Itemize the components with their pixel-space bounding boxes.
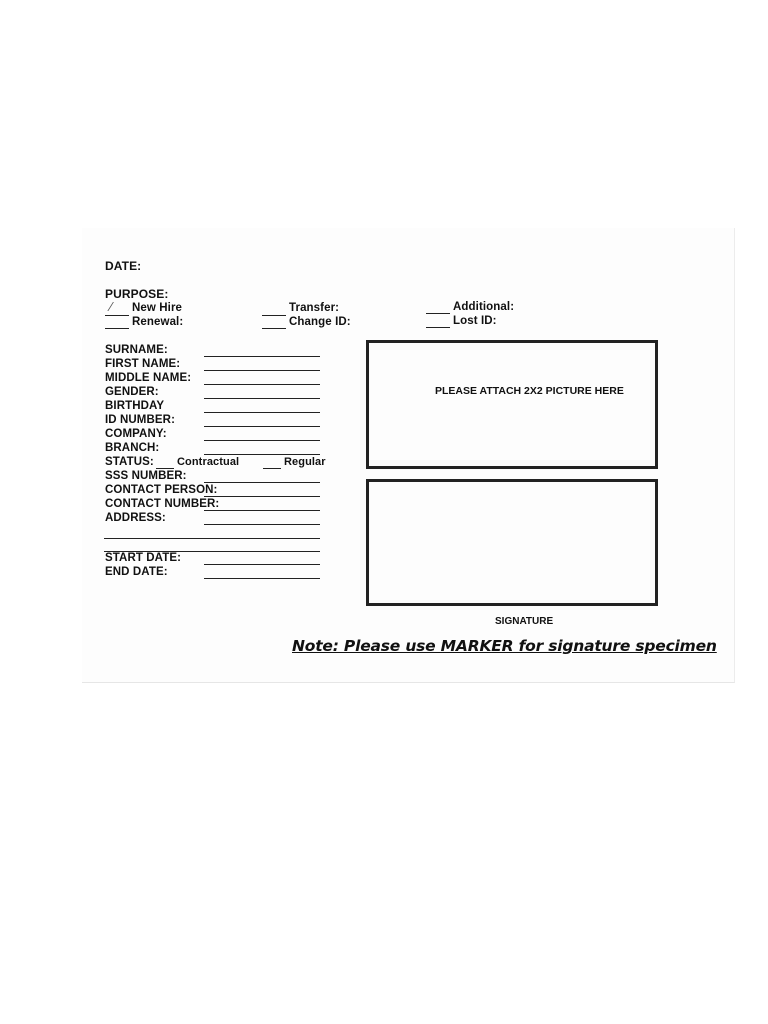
purpose-label: PURPOSE: — [105, 287, 169, 301]
birthday-label: BIRTHDAY — [105, 400, 165, 412]
additional-blank[interactable] — [426, 313, 450, 314]
surname-label: SURNAME: — [105, 344, 168, 356]
address-line-1[interactable] — [204, 524, 320, 525]
lost-id-label: Lost ID: — [453, 315, 497, 327]
renewal-blank[interactable] — [105, 328, 129, 329]
middle-name-line[interactable] — [204, 384, 320, 385]
contact-person-line[interactable] — [204, 496, 320, 497]
company-label: COMPANY: — [105, 428, 167, 440]
lost-id-blank[interactable] — [426, 327, 450, 328]
additional-label: Additional: — [453, 301, 515, 313]
contractual-blank[interactable] — [156, 468, 174, 469]
regular-label: Regular — [284, 456, 326, 468]
sss-number-label: SSS NUMBER: — [105, 470, 187, 482]
branch-line[interactable] — [204, 454, 320, 455]
start-date-label: START DATE: — [105, 552, 182, 564]
contact-number-label: CONTACT NUMBER: — [105, 498, 220, 510]
signature-label: SIGNATURE — [495, 616, 554, 627]
surname-line[interactable] — [204, 356, 320, 357]
address-line-2[interactable] — [104, 538, 320, 539]
check-mark-icon: ⁄ — [110, 299, 113, 314]
marker-note: Note: Please use MARKER for signature specimen — [292, 637, 717, 655]
first-name-label: FIRST NAME: — [105, 358, 181, 370]
branch-label: BRANCH: — [105, 442, 160, 454]
end-date-line[interactable] — [204, 578, 320, 579]
photo-box-text: PLEASE ATTACH 2X2 PICTURE HERE — [435, 385, 624, 397]
regular-blank[interactable] — [263, 468, 281, 469]
contact-person-label: CONTACT PERSON: — [105, 484, 218, 496]
signature-box[interactable] — [366, 479, 658, 606]
transfer-blank[interactable] — [262, 315, 286, 316]
change-id-label: Change ID: — [289, 316, 351, 328]
id-number-label: ID NUMBER: — [105, 414, 175, 426]
start-date-line[interactable] — [204, 564, 320, 565]
date-label: DATE: — [105, 259, 142, 273]
sss-number-line[interactable] — [204, 482, 320, 483]
first-name-line[interactable] — [204, 370, 320, 371]
renewal-label: Renewal: — [132, 316, 184, 328]
gender-label: GENDER: — [105, 386, 159, 398]
photo-box[interactable] — [366, 340, 658, 469]
id-number-line[interactable] — [204, 426, 320, 427]
middle-name-label: MIDDLE NAME: — [105, 372, 192, 384]
contractual-label: Contractual — [177, 456, 240, 468]
change-id-blank[interactable] — [262, 328, 286, 329]
contact-number-line[interactable] — [204, 510, 320, 511]
birthday-line[interactable] — [204, 412, 320, 413]
new-hire-blank[interactable] — [105, 315, 129, 316]
gender-line[interactable] — [204, 398, 320, 399]
end-date-label: END DATE: — [105, 566, 168, 578]
address-label: ADDRESS: — [105, 512, 166, 524]
new-hire-label: New Hire — [132, 302, 183, 314]
company-line[interactable] — [204, 440, 320, 441]
status-label: STATUS: — [105, 456, 154, 468]
transfer-label: Transfer: — [289, 302, 340, 314]
